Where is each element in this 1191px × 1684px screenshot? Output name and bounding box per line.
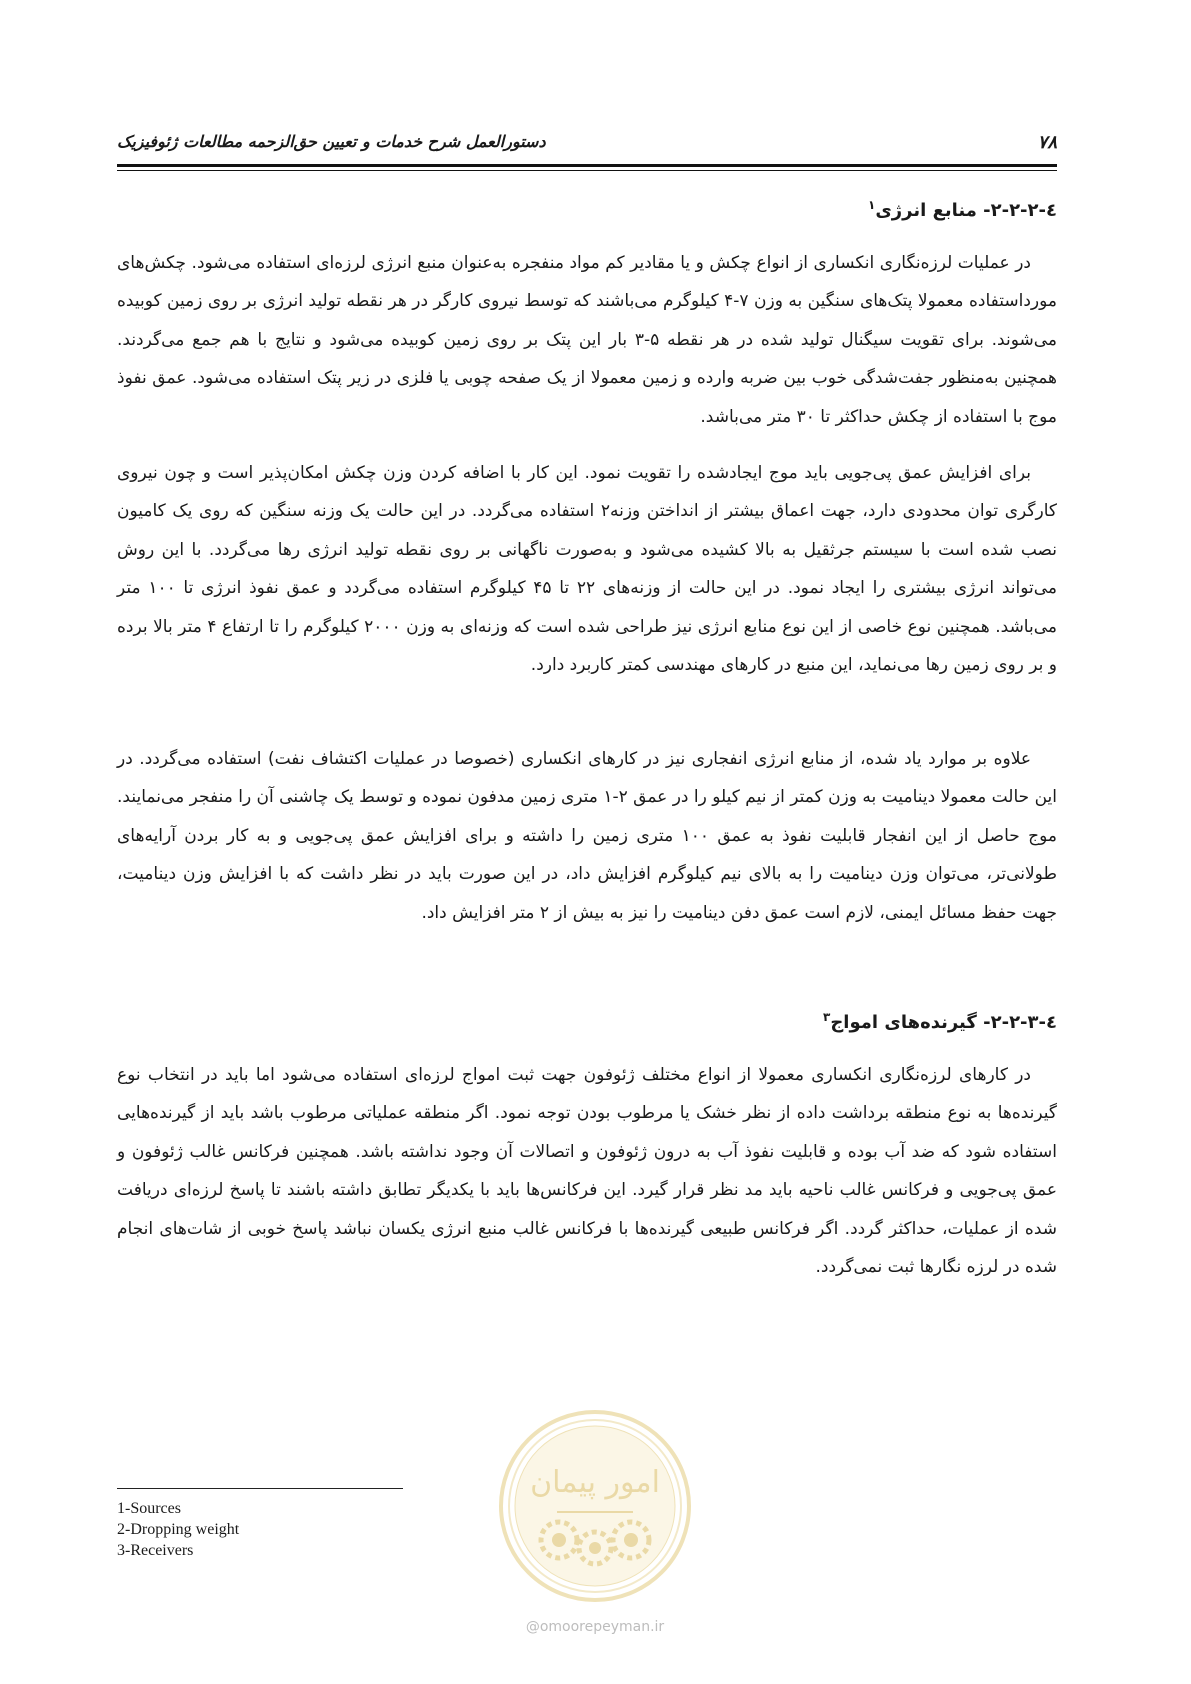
paragraph-text: برای افزایش عمق پی‌جویی باید موج ایجادشده را تقویت نمود. این کار با اضافه کردن وزن چکش امکان‌پذیر است و چون نیروی کارگری توان محدودی دارد، جهت اعماق بیشتر از انداختن وزنه۲ استفاده می‌گردد. در این حالت یک وزنه سنگین که روی یک کامیون نصب شده است با سیستم جرثقیل به بالا کشیده می‌شود و به‌صورت ناگهانی بر روی نقطه تولید انرژی رها می‌گردد. با این روش می‌تواند انرژی بیشتری را ایجاد نمود. در این حالت از وزنه‌های ۲۲ تا ۴۵ کیلوگرم استفاده می‌گردد و عمق نفوذ انرژی تا ۱۰۰ متر می‌باشد. همچنین نوع خاصی از این نوع منابع انرژی نیز طراحی شده است که وزنه‌ای به وزن ۲۰۰۰ کیلوگرم را تا ارتفاع ۴ متر بالا برده و بر روی زمین رها می‌نماید، این منبع در کارهای مهندسی کمتر کاربرد دارد. xyxy=(117,463,1058,676)
footnote-ref: ۱ xyxy=(867,198,876,212)
footnote-ref: ۳ xyxy=(823,1010,831,1024)
header-rule-thin xyxy=(117,170,1057,171)
paragraph-text: علاوه بر موارد یاد شده، از منابع انرژی انفجاری نیز در کارهای انکساری (خصوصا در عملیات اکتشاف نفت) استفاده می‌گردد. در این حالت معمولا دینامیت به وزن کمتر از نیم کیلو را در عمق ۲-۱ متری زمین مدفون نموده و توسط یک چاشنی آن را منفجر می‌نمایند. موج حاصل از این انفجار قابلیت نفوذ به عمق ۱۰۰ متری زمین را داشته و برای افزایش عمق پی‌جویی و به کار بردن آرایه‌های طولانی‌تر، می‌توان وزن دینامیت را به بالای نیم کیلوگرم افزایش داد، در این صورت باید در نظر داشت که با افزایش وزن دینامیت، جهت حفظ مسائل ایمنی، لازم است عمق دفن دینامیت را نیز به بیش از ۲ متر افزایش داد. xyxy=(117,749,1058,923)
section-title-text: ٤-۲-۲-۲- منابع انرژی xyxy=(875,200,1057,221)
footnote-item: 3-Receivers xyxy=(117,1542,194,1559)
paragraph-text: در عملیات لرزه‌نگاری انکساری از انواع چکش و یا مقادیر کم مواد منفجره به‌عنوان منبع انرژی لرزه‌ای استفاده می‌شود. چکش‌های مورداستفاده معمولا پتک‌های سنگین به وزن ۷-۴ کیلوگرم می‌باشند که توسط نیروی کارگر در هر نقطه تولید انرژی بر روی زمین کوبیده می‌شوند. برای تقویت سیگنال تولید شده در هر نقطه ۵-۳ بار این پتک بر روی زمین کوبیده می‌شود و نتایج با هم جمع می‌گردند. همچنین به‌منظور جفت‌شدگی خوب بین ضربه وارده و زمین معمولا از یک صفحه چوبی یا فلزی در زیر پتک استفاده می‌شود. عمق نفوذ موج با استفاده از چکش حداکثر تا ۳۰ متر می‌باشد. xyxy=(117,253,1058,427)
paragraph-text: در کارهای لرزه‌نگاری انکساری معمولا از انواع مختلف ژئوفون جهت ثبت امواج لرزه‌ای استفاده می‌شود اما باید در انتخاب نوع گیرنده‌ها به نوع منطقه برداشت داده از نظر خشک یا مرطوب بودن توجه نمود. اگر منطقه عملیاتی مرطوب باشد باید از گیرنده‌هایی استفاده شود که ضد آب بوده و قابلیت نفوذ آب به درون ژئوفون و اتصالات آن وجود نداشته باشد. همچنین فرکانس غالب ژئوفون و عمق پی‌جویی و فرکانس غالب ناحیه باید مد نظر قرار گیرد. این فرکانس‌ها باید با یکدیگر تطابق داشته باشند تا پاسخ لرزه‌ای دریافت شده از عملیات، حداکثر گردد. اگر فرکانس طبیعی گیرنده‌ها با فرکانس غالب منبع انرژی یکسان نباشد پاسخ خوبی از شات‌های انجام شده در لرزه نگارها ثبت نمی‌گردد. xyxy=(117,1065,1057,1278)
paragraph xyxy=(117,244,1057,436)
footnote-item: 2-Dropping weight xyxy=(117,1521,240,1538)
paragraph xyxy=(117,1056,1057,1286)
page-header xyxy=(117,128,1057,162)
paragraph xyxy=(117,454,1057,684)
page-number: ۷۸ xyxy=(1037,132,1057,153)
watermark-url: @omoorepeyman.ir xyxy=(525,1619,665,1635)
footnote-rule xyxy=(117,1488,403,1489)
section-title-wave-receivers xyxy=(127,1010,1057,1033)
section-title-energy-sources xyxy=(127,198,1057,221)
paragraph xyxy=(117,740,1057,932)
header-title: دستورالعمل شرح خدمات و تعیین حق‌الزحمه مطالعات ژئوفیزیک xyxy=(117,132,546,151)
seal-text: امور پیمان xyxy=(530,1465,660,1500)
seal-logo-icon xyxy=(497,1408,693,1604)
header-rule-thick xyxy=(117,164,1057,167)
footnote-item: 1-Sources xyxy=(117,1500,181,1517)
footnotes xyxy=(117,1498,239,1561)
section-title-text: ٤-۲-۲-۳- گیرنده‌های امواج xyxy=(830,1012,1057,1033)
